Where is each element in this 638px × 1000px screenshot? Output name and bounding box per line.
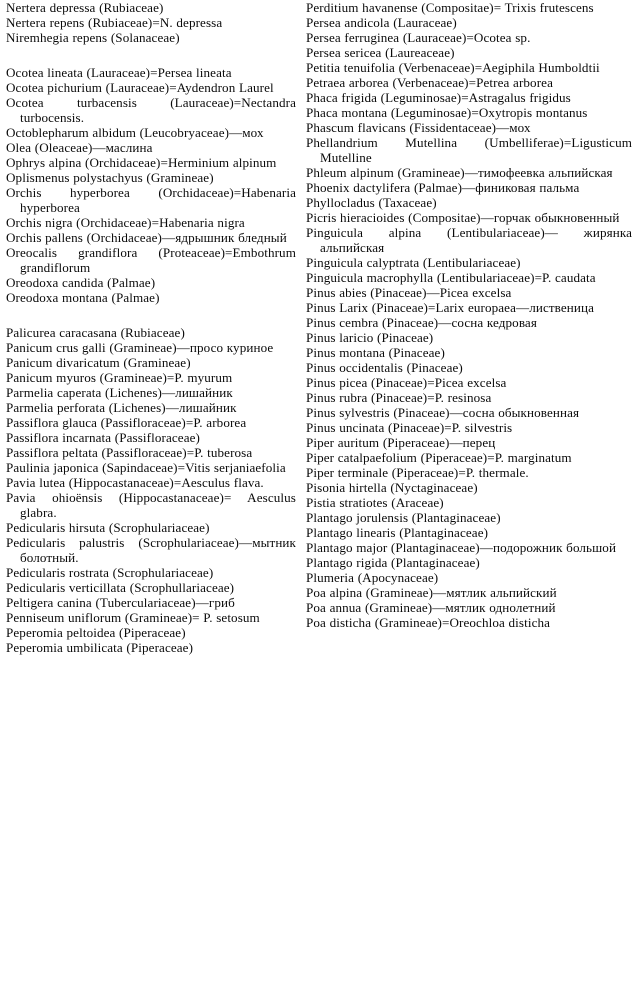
- list-item: Panicum divaricatum (Gramineae): [6, 355, 191, 370]
- list-item: Paulinia japonica (Sapindaceae)=Vitis serjaniaefolia: [6, 460, 286, 475]
- list-item: Ocotea lineata (Lauraceae)=Persea lineata: [6, 65, 232, 80]
- list-item: Pistia stratiotes (Araceae): [306, 495, 444, 510]
- list-item: Panicum crus galli (Gramineae)—просо куриное: [6, 340, 274, 355]
- list-item: Pavia ohioënsis (Hippocastanaceae)= Aesculus glabra.: [6, 490, 296, 520]
- list-item: Nertera repens (Rubiaceae)=N. depressa: [6, 15, 223, 30]
- list-item: Poa disticha (Gramineae)=Oreochloa disticha: [306, 615, 551, 630]
- list-item: Pinus sylvestris (Pinaceae)—сосна обыкновенная: [306, 405, 580, 420]
- list-item: Phoenix dactylifera (Palmae)—финиковая пальма: [306, 180, 580, 195]
- list-item: Phellandrium Mutellina (Umbelliferae)=Ligusticum Mutelline: [306, 135, 632, 165]
- list-item: Oreocalis grandiflora (Proteaceae)=Embothrum grandiflorum: [6, 245, 296, 275]
- list-item: Peltigera canina (Tuberculariaceae)—гриб: [6, 595, 235, 610]
- list-item: Pinus montana (Pinaceae): [306, 345, 445, 360]
- list-item: Panicum myuros (Gramineae)=P. myurum: [6, 370, 233, 385]
- section-gap: [6, 45, 296, 65]
- list-item: Passiflora glauca (Passifloraceae)=P. arborea: [6, 415, 247, 430]
- list-item: Oreodoxa montana (Palmae): [6, 290, 160, 305]
- list-item: Poa annua (Gramineae)—мятлик однолетний: [306, 600, 556, 615]
- list-item: Oplismenus polystachyus (Gramineae): [6, 170, 214, 185]
- list-item: Pinus rubra (Pinaceae)=P. resinosa: [306, 390, 492, 405]
- list-item: Orchis pallens (Orchidaceae)—ядрышник бледный: [6, 230, 287, 245]
- list-item: Plantago jorulensis (Plantaginaceae): [306, 510, 501, 525]
- list-item: Plumeria (Apocynaceae): [306, 570, 439, 585]
- list-item: Persea ferruginea (Lauraceae)=Ocotea sp.: [306, 30, 531, 45]
- list-item: Petraea arborea (Verbenaceae)=Petrea arborea: [306, 75, 553, 90]
- entry-group-p-continued: [306, 0, 632, 630]
- list-item: Olea (Oleaceae)—маслина: [6, 140, 153, 155]
- list-item: Ophrys alpina (Orchidaceae)=Herminium alpinum: [6, 155, 277, 170]
- list-item: Persea sericea (Laureaceae): [306, 45, 455, 60]
- list-item: Passiflora peltata (Passifloraceae)=P. tuberosa: [6, 445, 253, 460]
- list-item: Octoblepharum albidum (Leucobryaceae)—мох: [6, 125, 264, 140]
- list-item: Pinus Larix (Pinaceae)=Larix europaea—лиственица: [306, 300, 595, 315]
- list-item: Petitia tenuifolia (Verbenaceae)=Aegiphila Humboldtii: [306, 60, 600, 75]
- list-item: Nertera depressa (Rubiaceae): [6, 0, 164, 15]
- list-item: Ocotea turbacensis (Lauraceae)=Nectandra turbocensis.: [6, 95, 296, 125]
- list-item: Pedicularis verticillata (Scrophullariaceae): [6, 580, 235, 595]
- list-item: Piper auritum (Piperaceae)—перец: [306, 435, 496, 450]
- section-gap: [6, 305, 296, 325]
- list-item: Passiflora incarnata (Passifloraceae): [6, 430, 200, 445]
- list-item: Pinguicula alpina (Lentibulariaceae)— жирянка альпийская: [306, 225, 632, 255]
- list-item: Piper terminale (Piperaceae)=P. thermale.: [306, 465, 529, 480]
- list-item: Pinus cembra (Pinaceae)—сосна кедровая: [306, 315, 537, 330]
- list-item: Parmelia perforata (Lichenes)—лишайник: [6, 400, 237, 415]
- list-item: Pedicularis rostrata (Scrophulariaceae): [6, 565, 214, 580]
- list-item: Phyllocladus (Taxaceae): [306, 195, 437, 210]
- list-item: Oreodoxa candida (Palmae): [6, 275, 156, 290]
- left-column: [0, 0, 300, 655]
- list-item: Pedicularis palustris (Scrophulariaceae)—мытник болотный.: [6, 535, 296, 565]
- list-item: Picris hieracioides (Compositae)—горчак обыкновенный: [306, 210, 620, 225]
- entry-group-o: [6, 65, 296, 305]
- list-item: Peperomia umbilicata (Piperaceae): [6, 640, 194, 655]
- list-item: Persea andicola (Lauraceae): [306, 15, 457, 30]
- list-item: Pinus picea (Pinaceae)=Picea excelsa: [306, 375, 507, 390]
- list-item: Pinus laricio (Pinaceae): [306, 330, 434, 345]
- list-item: Pinus abies (Pinaceae)—Picea excelsa: [306, 285, 512, 300]
- list-item: Poa alpina (Gramineae)—мятлик альпийский: [306, 585, 557, 600]
- list-item: Pinus uncinata (Pinaceae)=P. silvestris: [306, 420, 513, 435]
- list-item: Pinguicula calyptrata (Lentibulariaceae): [306, 255, 521, 270]
- list-item: Niremhegia repens (Solanaceae): [6, 30, 180, 45]
- list-item: Phaca frigida (Leguminosae)=Astragalus frigidus: [306, 90, 571, 105]
- right-column: [300, 0, 638, 630]
- list-item: Ocotea pichurium (Lauraceae)=Aydendron Laurel: [6, 80, 274, 95]
- entry-group-p: [6, 325, 296, 655]
- list-item: Pedicularis hirsuta (Scrophulariaceae): [6, 520, 210, 535]
- list-item: Plantago rigida (Plantaginaceae): [306, 555, 480, 570]
- list-item: Plantago major (Plantaginaceae)—подорожник большой: [306, 540, 617, 555]
- list-item: Parmelia caperata (Lichenes)—лишайник: [6, 385, 233, 400]
- list-item: Phascum flavicans (Fissidentaceae)—мох: [306, 120, 531, 135]
- list-item: Orchis nigra (Orchidaceae)=Habenaria nigra: [6, 215, 245, 230]
- list-item: Peperomia peltoidea (Piperaceae): [6, 625, 186, 640]
- list-item: Plantago linearis (Plantaginaceae): [306, 525, 489, 540]
- list-item: Pinguicula macrophylla (Lentibulariaceae)=P. caudata: [306, 270, 596, 285]
- list-item: Pavia lutea (Hippocastanaceae)=Aesculus flava.: [6, 475, 264, 490]
- list-item: Piper catalpaefolium (Piperaceae)=P. marginatum: [306, 450, 572, 465]
- list-item: Pisonia hirtella (Nyctaginaceae): [306, 480, 478, 495]
- list-item: Orchis hyperborea (Orchidaceae)=Habenaria hyperborea: [6, 185, 296, 215]
- list-item: Phaca montana (Leguminosae)=Oxytropis montanus: [306, 105, 588, 120]
- list-item: Palicurea caracasana (Rubiaceae): [6, 325, 185, 340]
- list-item: Penniseum uniflorum (Gramineae)= P. setosum: [6, 610, 260, 625]
- entry-group-n: [6, 0, 296, 45]
- list-item: Pinus occidentalis (Pinaceae): [306, 360, 463, 375]
- list-item: Perditium havanense (Compositae)= Trixis frutescens: [306, 0, 594, 15]
- list-item: Phleum alpinum (Gramineae)—тимофеевка альпийская: [306, 165, 613, 180]
